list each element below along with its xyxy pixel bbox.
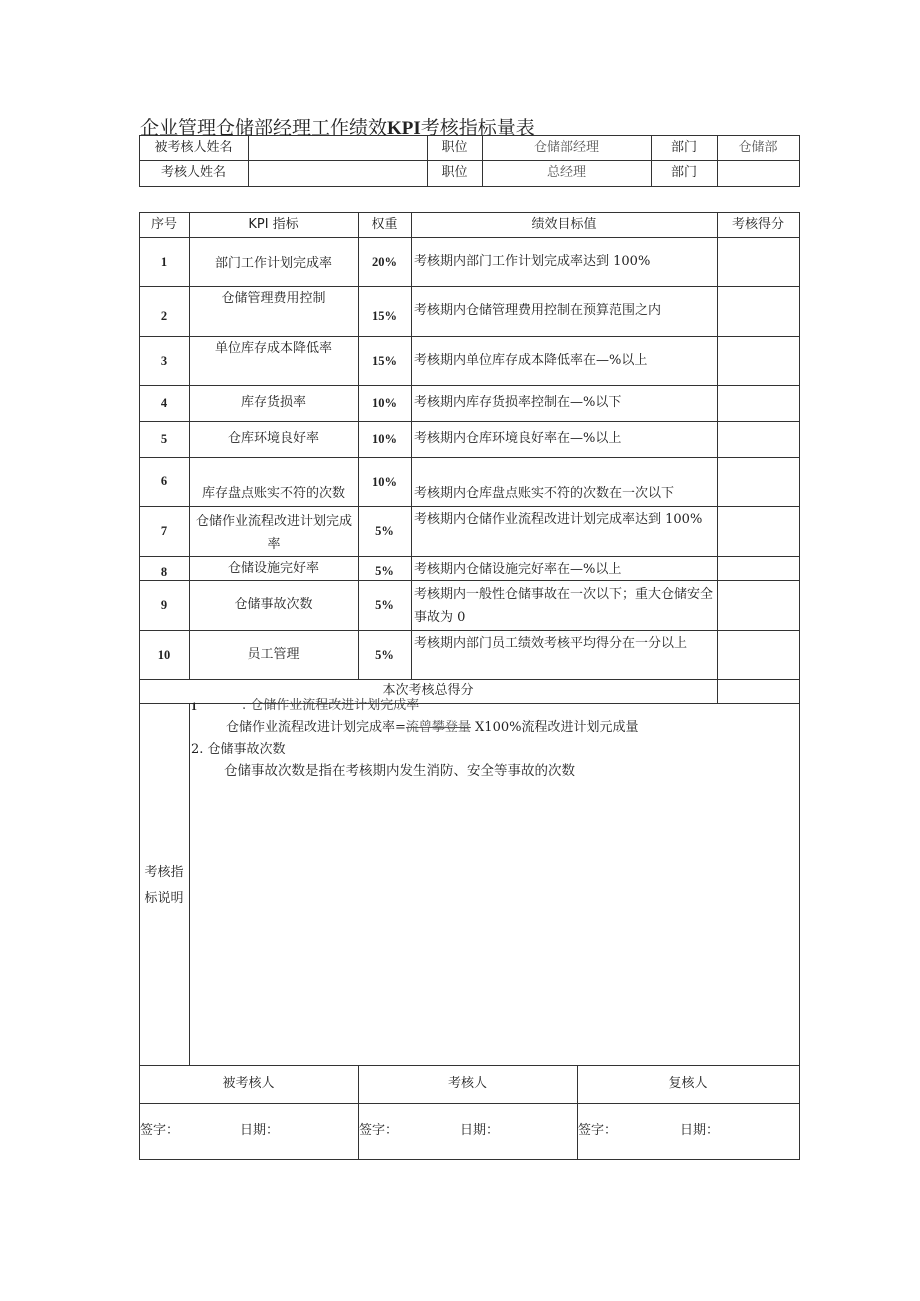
row-3-target: 考核期内单位库存成本降低率在—%以上 xyxy=(414,352,648,368)
assessor-name-value xyxy=(248,160,427,186)
row-6-score xyxy=(717,457,799,506)
explanation-item2-title: 2. 仓储事故次数 xyxy=(191,742,286,757)
row-2-no: 2 xyxy=(160,309,168,323)
row-5-no: 5 xyxy=(160,432,168,446)
total-score-value xyxy=(717,679,799,703)
row-4-weight: 10% xyxy=(372,396,397,410)
assessor-date-label: 日期： xyxy=(460,1123,500,1138)
row-3-weight: 15% xyxy=(372,353,397,368)
row-8-indicator: 仓储设施完好率 xyxy=(227,561,319,576)
row-10-score xyxy=(717,630,799,679)
row-6-no: 6 xyxy=(160,473,168,488)
explanation-item2-text: 仓储事故次数是指在考核期内发生消防、安全等事故的次数 xyxy=(224,763,575,779)
total-score-label: 本次考核总得分 xyxy=(382,683,474,698)
sign-role-reviewer: 复核人 xyxy=(668,1076,708,1091)
row-4-indicator: 库存货损率 xyxy=(240,395,306,410)
row-8-no: 8 xyxy=(160,565,168,579)
assessee-date-label: 日期： xyxy=(240,1123,280,1138)
row-2-indicator: 仓储管理费用控制 xyxy=(221,291,326,306)
row-1-no: 1 xyxy=(160,254,168,269)
explanation-item1-title: . 仓储作业流程改进计划完成率 xyxy=(242,698,420,713)
page-title: 企业管理仓储部经理工作绩效KPI考核指标量表 xyxy=(140,117,535,139)
row-1-score xyxy=(717,237,799,286)
row-3-indicator: 单位库存成本降低率 xyxy=(214,341,332,356)
row-6-weight: 10% xyxy=(372,475,397,489)
reviewer-sign-label: 签字： xyxy=(578,1123,618,1138)
row-8-weight: 5% xyxy=(375,564,394,578)
row-9-score xyxy=(717,580,799,630)
row-2-score xyxy=(717,286,799,336)
row-8-score xyxy=(717,556,799,580)
row-9-target: 考核期内一般性仓储事故在一次以下；重大仓储安全事故为 0 xyxy=(414,587,714,625)
row-7-score xyxy=(717,506,799,556)
row-5-indicator: 仓库环境良好率 xyxy=(227,431,319,446)
row-4-target: 考核期内库存货损率控制在—%以下 xyxy=(414,395,622,410)
row-9-indicator: 仓储事故次数 xyxy=(234,597,313,612)
row-5-target: 考核期内仓库环境良好率在—%以上 xyxy=(414,431,622,446)
row-10-weight: 5% xyxy=(375,647,394,662)
row-10-indicator: 员工管理 xyxy=(247,646,300,662)
row-9-no: 9 xyxy=(160,598,168,612)
assessor-dept-value xyxy=(717,160,799,186)
row-7-no: 7 xyxy=(160,524,168,538)
row-1-weight: 20% xyxy=(372,254,397,269)
row-8-target: 考核期内仓储设施完好率在—%以上 xyxy=(414,562,622,577)
row-3-no: 3 xyxy=(160,353,168,368)
assessee-dept-value: 仓储部 xyxy=(738,139,778,155)
reviewer-date-label: 日期： xyxy=(680,1123,720,1138)
row-5-weight: 10% xyxy=(372,432,397,446)
row-1-target: 考核期内部门工作计划完成率达到 100% xyxy=(414,253,651,269)
row-7-indicator: 仓储作业流程改进计划完成率 xyxy=(195,514,352,552)
row-1-indicator: 部门工作计划完成率 xyxy=(214,256,332,271)
col-header-score: 考核得分 xyxy=(731,217,784,232)
assessor-position-label: 职位 xyxy=(441,165,468,180)
row-10-target: 考核期内部门员工绩效考核平均得分在一分以上 xyxy=(414,636,688,651)
row-7-target: 考核期内仓储作业流程改进计划完成率达到 100% xyxy=(414,512,703,527)
row-6-target: 考核期内仓库盘点账实不符的次数在一次以下 xyxy=(414,486,675,501)
row-4-no: 4 xyxy=(160,396,168,410)
sign-role-assessee: 被考核人 xyxy=(222,1076,275,1091)
assessor-sign-label: 签字： xyxy=(359,1123,399,1138)
assessee-position-label: 职位 xyxy=(441,139,468,155)
explanation-label: 考核指标说明 xyxy=(144,865,184,906)
row-9-weight: 5% xyxy=(375,598,394,612)
row-10-no: 10 xyxy=(157,647,171,662)
row-2-target: 考核期内仓储管理费用控制在预算范围之内 xyxy=(414,303,662,318)
assessee-sign-label: 签字： xyxy=(140,1123,180,1138)
assessor-name-label: 考核人姓名 xyxy=(160,165,226,180)
assessee-name-label: 被考核人姓名 xyxy=(154,139,233,155)
explanation-item1-number: 1 xyxy=(191,699,197,713)
sign-role-assessor: 考核人 xyxy=(447,1076,487,1091)
row-6-indicator: 库存盘点账实不符的次数 xyxy=(201,486,345,501)
explanation-item1-formula: 仓储作业流程改进计划完成率=流曾攀登量 X100%流程改进计划元成量 xyxy=(226,720,639,735)
row-2-weight: 15% xyxy=(372,309,397,323)
row-4-score xyxy=(717,385,799,421)
col-header-weight: 权重 xyxy=(371,217,398,232)
assessee-position-value: 仓储部经理 xyxy=(533,139,599,155)
col-header-target: 绩效目标值 xyxy=(531,217,597,232)
row-5-score xyxy=(717,421,799,457)
row-7-weight: 5% xyxy=(375,524,394,538)
assessor-dept-label: 部门 xyxy=(670,165,697,180)
assessee-name-value xyxy=(248,135,427,160)
row-3-score xyxy=(717,336,799,385)
col-header-no: 序号 xyxy=(150,217,177,232)
assessee-dept-label: 部门 xyxy=(670,139,697,155)
col-header-kpi: KPI 指标 xyxy=(248,217,299,232)
assessor-position-value: 总经理 xyxy=(546,165,586,180)
